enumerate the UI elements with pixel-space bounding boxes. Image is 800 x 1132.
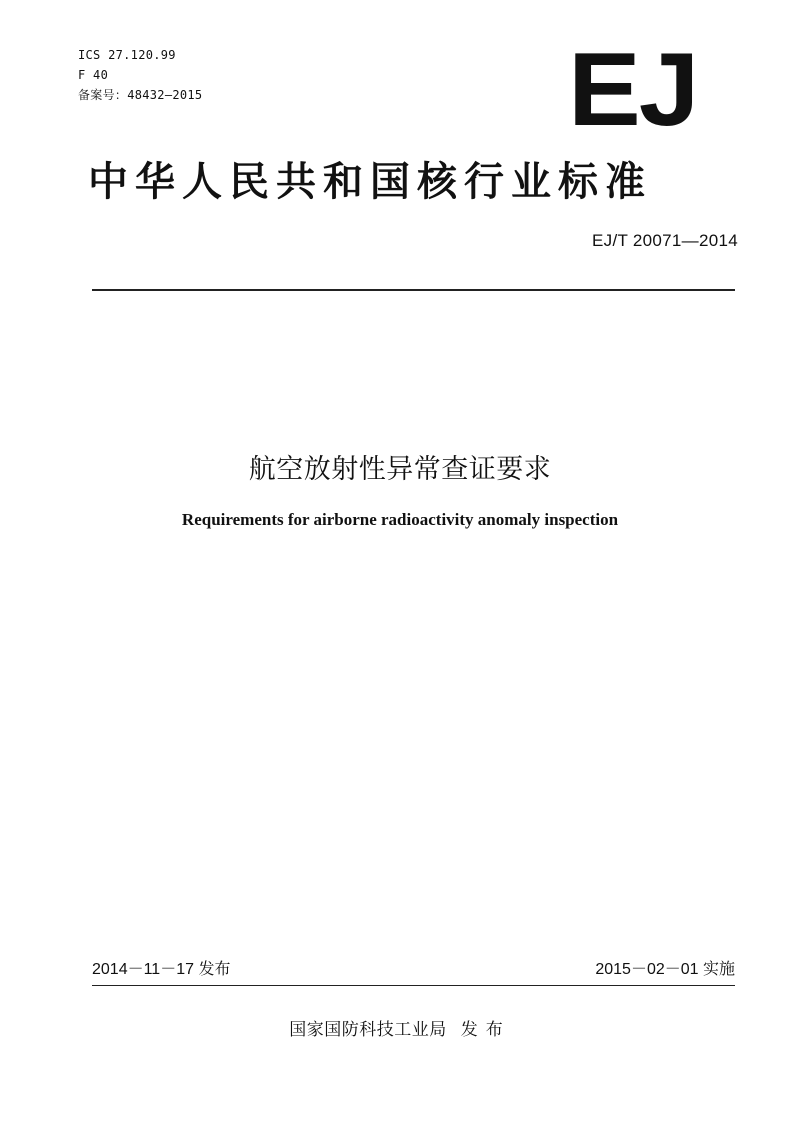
title-chinese: 航空放射性异常查证要求 <box>248 454 552 485</box>
standard-number: EJ/T 20071—2014 <box>592 231 738 250</box>
implementation-date: 2015－02－01 实施 <box>595 961 735 978</box>
title-english: Requirements for airborne radioactivity anomaly inspection <box>181 510 619 529</box>
ics-code: ICS 27.120.99 <box>78 48 176 62</box>
filing-number: 备案号：48432—2015 <box>78 88 203 102</box>
ej-logo: EJ <box>568 32 698 148</box>
publisher-name: 国家国防科技工业局 <box>289 1020 447 1040</box>
bottom-divider <box>92 985 735 986</box>
standard-organization: 中华人民共和国核行业标准 <box>88 159 652 205</box>
publisher <box>0 1015 800 1040</box>
issue-date: 2014－11－17 发布 <box>92 961 231 978</box>
publisher-action: 发布 <box>460 1020 511 1040</box>
ccs-code: F 40 <box>78 68 109 82</box>
top-divider <box>92 289 735 291</box>
